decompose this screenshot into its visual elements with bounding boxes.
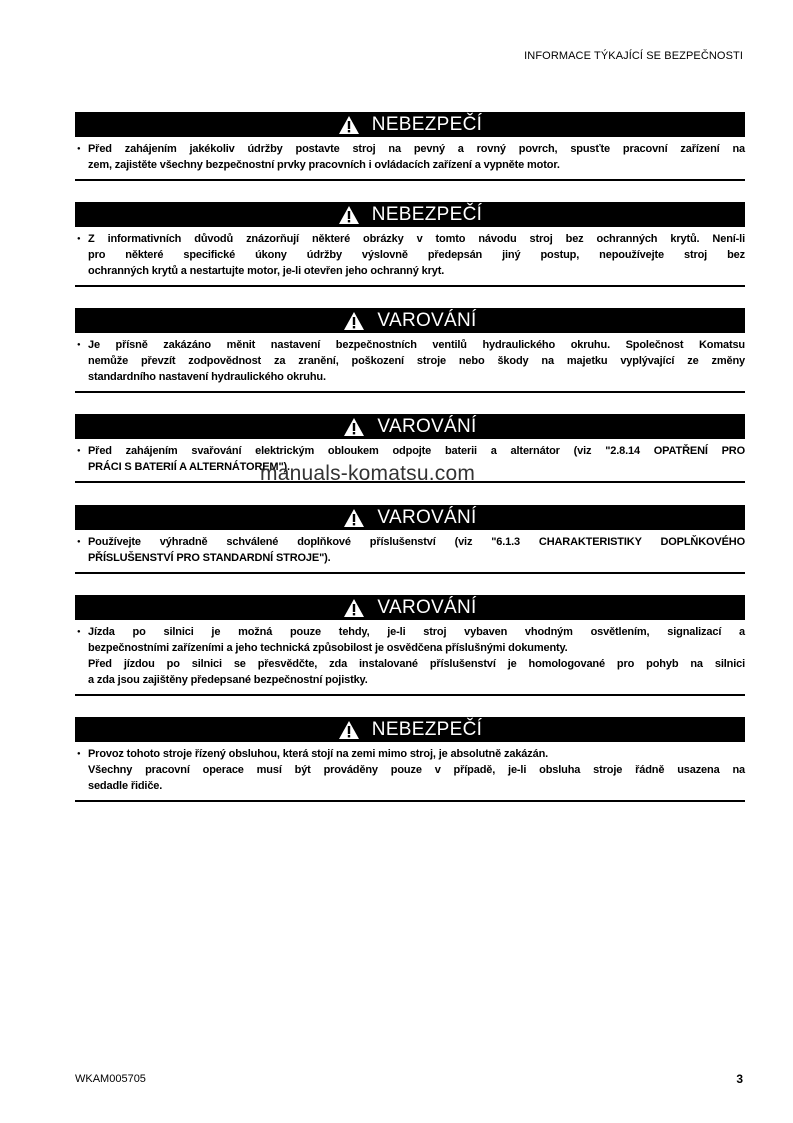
notice-text-line: standardního nastavení hydraulického okruhu. [88,371,326,383]
notice-label: NEBEZPEČÍ [371,203,483,225]
notice-label: NEBEZPEČÍ [371,113,483,135]
notice-text-line: ochranných krytů a nestartujte motor, je-li otevřen jeho ochranný kryt. [88,265,445,277]
notice-header [75,505,745,530]
notice-text-line: Jízda po silnici je možná pouze tehdy, je-li stroj vybaven vhodným osvětlením, signalizací a [88,626,745,638]
bullet-icon: ● [77,342,81,348]
notice-header [75,595,745,620]
notice-label: NEBEZPEČÍ [371,718,483,740]
notice-header [75,308,745,333]
page-number: 3 [736,1072,743,1086]
notice-danger [75,717,745,802]
bullet-icon: ● [77,448,81,454]
notice-header [75,202,745,227]
notice-text-line: a zda jsou zajištěny předepsané bezpečnostní pojistky. [88,674,368,686]
notice-body [75,742,745,802]
notice-body [75,227,745,287]
notice-text-line: nemůže převzít zodpovědnost za zranění, poškození stroje nebo škody na majetku vyplývající ze změny [88,355,745,367]
notice-label: VAROVÁNÍ [377,596,477,618]
notice-text-line: zem, zajistěte všechny bezpečnostní prvky pracovních i ovládacích zařízení a vypněte motor. [88,159,560,171]
notice-body [75,530,745,574]
notice-header [75,717,745,742]
notice-text-line: Provoz tohoto stroje řízený obsluhou, která stojí na zemi mimo stroj, je absolutně zakázán. [88,748,549,760]
notice-text-line: Z informativních důvodů znázorňují některé obrázky v tomto návodu stroj bez ochranných krytů. Není-li [88,233,745,245]
notice-danger [75,202,745,287]
running-head: INFORMACE TÝKAJÍCÍ SE BEZPEČNOSTI [524,50,743,62]
warning-triangle-icon [343,311,365,331]
warning-triangle-icon [338,115,360,135]
notice-header [75,112,745,137]
bullet-icon: ● [77,236,81,242]
watermark: manuals-komatsu.com [260,462,476,485]
notice-text-line: pro některé specifické úkony údržby výslovně předepsán jiný postup, nepoužívejte stroj bez [88,249,745,261]
notice-label: VAROVÁNÍ [377,309,477,331]
notice-text-line: Je přísně zakázáno měnit nastavení bezpečnostních ventilů hydraulického okruhu. Společnost Komatsu [88,339,745,351]
notice-body [75,333,745,393]
notice-body [75,137,745,181]
notice-body [75,620,745,696]
warning-triangle-icon [343,508,365,528]
bullet-icon: ● [77,539,81,545]
notice-text-line: Všechny pracovní operace musí být prováděny pouze v případě, je-li obsluha stroje řádně usazena na [88,764,745,776]
notice-text-line: Používejte výhradně schválené doplňkové příslušenství (viz "6.1.3 CHARAKTERISTIKY DOPLŇKOVÉHO [88,536,745,548]
bullet-icon: ● [77,146,81,152]
notice-header [75,414,745,439]
notice-text-line: Před zahájením jakékoliv údržby postavte stroj na pevný a rovný povrch, spusťte pracovní zařízení na [88,143,745,155]
notice-danger [75,112,745,181]
warning-triangle-icon [338,205,360,225]
notice-text-line: PRÁCI S BATERIÍ A ALTERNÁTOREM"). [88,461,290,473]
notice-warning [75,505,745,574]
notice-warning [75,308,745,393]
notice-text-line: bezpečnostními zařízeními a jeho technická způsobilost je osvědčena příslušnými dokumenty. [88,642,568,654]
notice-text-line: PŘÍSLUŠENSTVÍ PRO STANDARDNÍ STROJE"). [88,552,331,564]
notice-text-line: sedadle řidiče. [88,780,163,792]
warning-triangle-icon [343,417,365,437]
notice-text-line: Před jízdou po silnici se přesvědčte, zda instalované příslušenství je homologované pro pohyb na silnici [88,658,745,670]
bullet-icon: ● [77,629,81,635]
notice-warning [75,595,745,696]
warning-triangle-icon [343,598,365,618]
warning-triangle-icon [338,720,360,740]
notice-label: VAROVÁNÍ [377,415,477,437]
notice-label: VAROVÁNÍ [377,506,477,528]
bullet-icon: ● [77,751,81,757]
document-code: WKAM005705 [75,1073,146,1085]
notice-text-line: Před zahájením svařování elektrickým obloukem odpojte baterii a alternátor (viz "2.8.14 OPATŘENÍ PRO [88,445,745,457]
